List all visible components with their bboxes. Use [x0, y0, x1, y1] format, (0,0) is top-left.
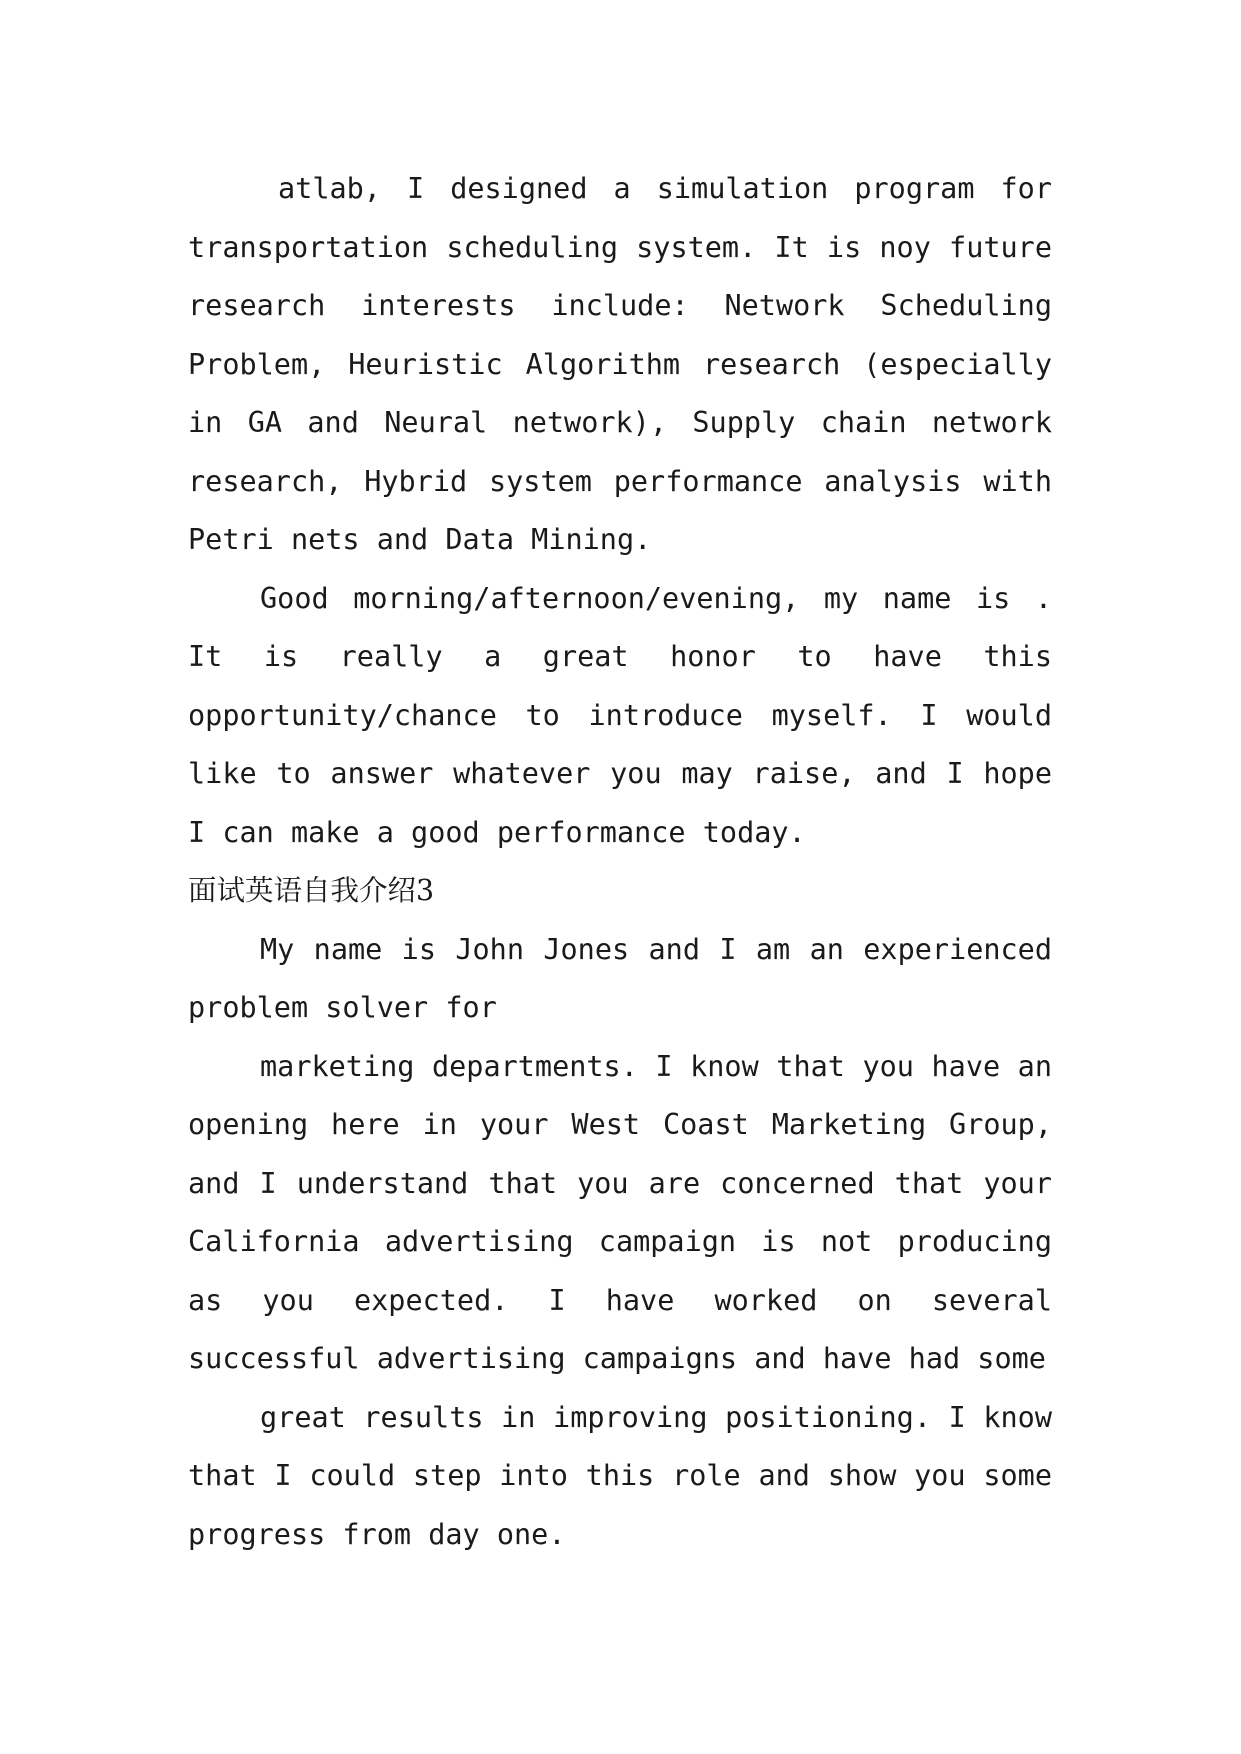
document-body [188, 160, 1052, 1564]
paragraph-greeting: Good morning/afternoon/evening, my name is . It is really a great honor to have this opportunity/chance to introduce myself. I would like to answer whatever you may raise, and I hope I can make a good performance today. [188, 581, 1052, 849]
paragraph-results: great results in improving positioning. I know that I could step into this role and show you some progress from day one. [188, 1400, 1052, 1551]
paragraph-research-interests: atlab, I designed a simulation program for transportation scheduling system. It is noy future research interests include: Network Scheduling Problem, Heuristic Algorithm research (especially in GA and Neural network), Supply chain network research, Hybrid system performance analysis with Petri nets and Data Mining. [188, 172, 1052, 556]
section-heading: 面试英语自我介绍3 [188, 874, 435, 907]
paragraph-marketing-experience: marketing departments. I know that you have an opening here in your West Coast Marketing Group, and I understand that you are concerned that your California advertising campaign is not producing as you expected. I have worked on several successful advertising campaigns and have had some [188, 1049, 1052, 1375]
paragraph-introduction: My name is John Jones and I am an experienced problem solver for [188, 932, 1052, 1024]
